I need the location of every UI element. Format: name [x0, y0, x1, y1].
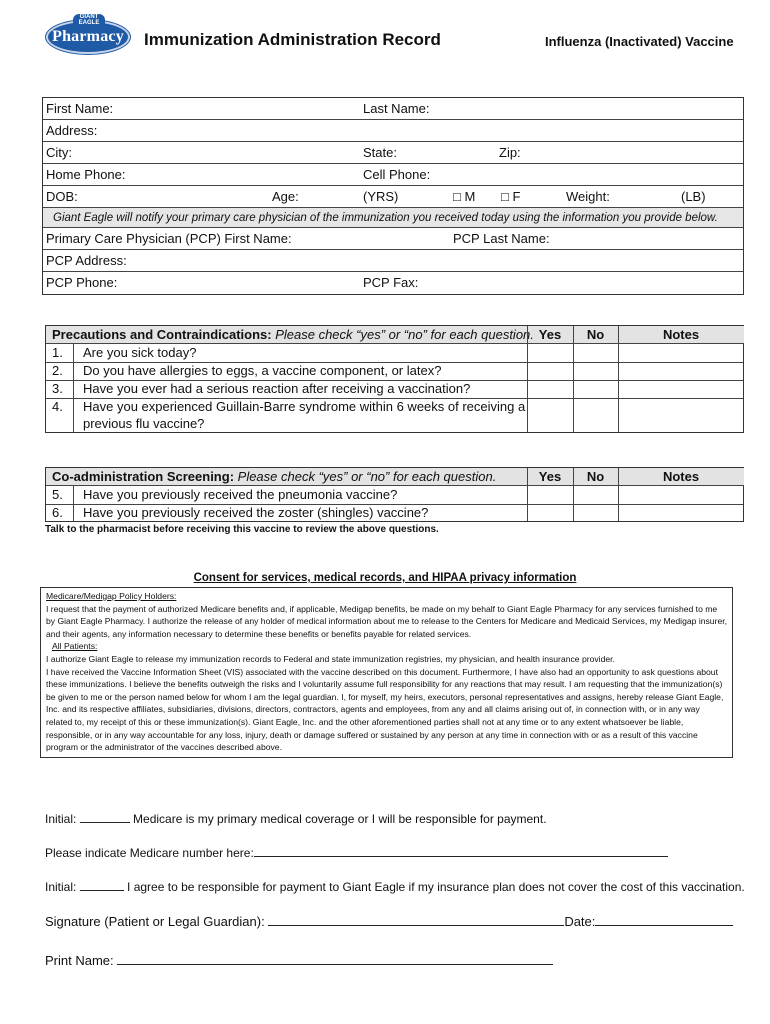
signature-input[interactable]	[268, 914, 564, 926]
num-column-divider	[73, 344, 74, 432]
precautions-table	[45, 325, 744, 433]
coadmin-header	[52, 469, 496, 484]
initial-payment-line	[45, 879, 745, 894]
pcp-last-name-field[interactable]: PCP Last Name:	[453, 231, 550, 246]
patient-info-table	[42, 97, 744, 295]
question-text: Have you ever had a serious reaction after receiving a vaccination?	[83, 381, 471, 396]
signature-line	[45, 914, 733, 929]
signature-label: Signature (Patient or Legal Guardian):	[45, 914, 265, 929]
coadmin-table	[45, 467, 744, 522]
question-text-continued: previous flu vaccine?	[83, 416, 205, 431]
home-phone-field[interactable]: Home Phone:	[46, 167, 126, 182]
city-row	[43, 142, 743, 164]
name-row	[43, 98, 743, 120]
age-field[interactable]: Age:	[272, 189, 299, 204]
coadmin-header-bold: Co-administration Screening:	[52, 469, 235, 484]
initial-label: Initial:	[45, 880, 77, 894]
pcp-notice-text: Giant Eagle will notify your primary care physician of the immunization you received today using the information you provide below.	[53, 212, 718, 224]
precautions-yes-header: Yes	[538, 327, 562, 342]
first-name-field[interactable]: First Name:	[46, 101, 114, 116]
medicare-heading: Medicare/Medigap Policy Holders:	[46, 591, 177, 601]
form-title: Immunization Administration Record	[144, 30, 441, 49]
consent-title: Consent for services, medical records, and HIPAA privacy information	[193, 572, 577, 584]
all-patients-text-1: I authorize Giant Eagle to release my immunization records to Federal and state immunization registries, my physician, and health insurance provider.	[46, 653, 615, 664]
print-name-input[interactable]	[117, 953, 553, 965]
coadmin-yes-header: Yes	[538, 469, 562, 484]
pcp-phone-field[interactable]: PCP Phone:	[46, 275, 118, 290]
initial-payment-text: I agree to be responsible for payment to Giant Eagle if my insurance plan does not cover the cost of this vaccination.	[123, 880, 745, 894]
precautions-header-bold: Precautions and Contraindications:	[52, 327, 272, 342]
city-field[interactable]: City:	[46, 145, 72, 160]
medicare-number-label: Please indicate Medicare number here:	[45, 846, 254, 860]
pharmacist-note: Talk to the pharmacist before receiving this vaccine to review the above questions.	[45, 524, 439, 535]
question-text: Have you previously received the zoster (shingles) vaccine?	[83, 505, 429, 520]
yes-column-divider	[527, 468, 528, 521]
question-number: 5.	[52, 487, 63, 502]
notes-column-divider	[618, 468, 619, 521]
address-row	[43, 120, 743, 142]
precautions-header	[52, 327, 534, 342]
all-patients-heading: All Patients:	[52, 641, 98, 652]
notes-column-divider	[618, 326, 619, 432]
phone-row	[43, 164, 743, 186]
initial-medicare-text: Medicare is my primary medical coverage or I will be responsible for payment.	[129, 812, 547, 826]
question-text: Do you have allergies to eggs, a vaccine component, or latex?	[83, 363, 442, 378]
address-field[interactable]: Address:	[46, 123, 98, 138]
initial-medicare-input[interactable]	[80, 811, 130, 823]
dob-row	[43, 186, 743, 208]
date-input[interactable]	[595, 914, 733, 926]
precautions-no-header: No	[586, 327, 605, 342]
question-text: Are you sick today?	[83, 345, 197, 360]
initial-label: Initial:	[45, 812, 77, 826]
question-number: 6.	[52, 505, 63, 520]
state-field[interactable]: State:	[363, 145, 397, 160]
pcp-fax-field[interactable]: PCP Fax:	[363, 275, 419, 290]
question-number: 3.	[52, 381, 63, 396]
all-patients-text-2: I have received the Vaccine Information Sheet (VIS) associated with the vaccine described on this document. Furthermore, I have also had an opportunity to ask questions about these immunizations. I believe the benefits outweigh the risks and I voluntarily assume full responsibility for any reactions that may result. I am requesting that the immunization(s) be given to me or the person named below for whom I am the legal guardian. I, for myself, my heirs, executors, personal representatives and assigns, hereby release Giant Eagle, Inc. and its respective affiliates, subsidiaries, divisions, directors, contractors, agents and employees, from any and all claims arising out of, in connection with, or in any way related to, my receipt of this or these immunization(s). Giant Eagle, Inc. and the other aforementioned parties shall not at any time or to any extent whatsoever be liable, responsible, or in any way accountable for any loss, injury, death or damage suffered or sustained by any person at any time in connection with or as a result of this vaccine program or the administrator of the vaccines described above.	[46, 666, 724, 753]
medicare-number-input[interactable]	[254, 845, 668, 857]
no-column-divider	[573, 326, 574, 432]
logo-main-text: Pharmacy	[52, 28, 124, 45]
coadmin-header-italic: Please check “yes” or “no” for each question.	[234, 469, 497, 484]
pcp-first-name-field[interactable]: Primary Care Physician (PCP) First Name:	[46, 231, 292, 246]
question-text: Have you experienced Guillain-Barre syndrome within 6 weeks of receiving a	[83, 399, 526, 414]
dob-field[interactable]: DOB:	[46, 189, 78, 204]
question-number: 1.	[52, 345, 63, 360]
question-number: 2.	[52, 363, 63, 378]
question-number: 4.	[52, 399, 63, 414]
yes-column-divider	[527, 326, 528, 432]
male-checkbox[interactable]: □ M	[453, 189, 476, 204]
vaccine-name: Influenza (Inactivated) Vaccine	[545, 34, 734, 49]
medicare-text: I request that the payment of authorized Medicare benefits and, if applicable, Medigap benefits, be made on my behalf to Giant Eagle Pharmacy for any services furnished to me by Giant Eagle Pharmacy. I authorize the release of any holder of medical information about me to release to the Centers for Medicare and Medicaid Services, my Medigap insurer, and their agents, any information necessary to determine these benefits or benefits payable for related services.	[46, 603, 728, 639]
initial-medicare-line	[45, 811, 547, 826]
female-checkbox[interactable]: □ F	[501, 189, 521, 204]
weight-field[interactable]: Weight:	[566, 189, 610, 204]
consent-box	[40, 587, 733, 758]
print-name-line	[45, 953, 553, 968]
precautions-notes-header: Notes	[662, 327, 700, 342]
date-label: Date:	[564, 914, 596, 929]
zip-field[interactable]: Zip:	[499, 145, 521, 160]
print-name-label: Print Name:	[45, 953, 114, 968]
initial-payment-input[interactable]	[80, 879, 124, 891]
lb-unit: (LB)	[681, 189, 706, 204]
medicare-number-line	[45, 845, 668, 860]
coadmin-notes-header: Notes	[662, 469, 700, 484]
last-name-field[interactable]: Last Name:	[363, 101, 430, 116]
pcp-address-field[interactable]: PCP Address:	[46, 253, 127, 268]
coadmin-no-header: No	[586, 469, 605, 484]
pcp-name-row	[43, 228, 743, 250]
pcp-notice-row	[43, 208, 743, 228]
cell-phone-field[interactable]: Cell Phone:	[363, 167, 431, 182]
logo-top-text: GIANT EAGLE	[73, 14, 105, 26]
pcp-phone-row	[43, 272, 743, 295]
giant-eagle-pharmacy-logo	[46, 14, 130, 54]
pcp-address-row	[43, 250, 743, 272]
precautions-header-italic: Please check “yes” or “no” for each question.	[271, 327, 534, 342]
yrs-unit: (YRS)	[363, 189, 399, 204]
question-text: Have you previously received the pneumonia vaccine?	[83, 487, 398, 502]
no-column-divider	[573, 468, 574, 521]
